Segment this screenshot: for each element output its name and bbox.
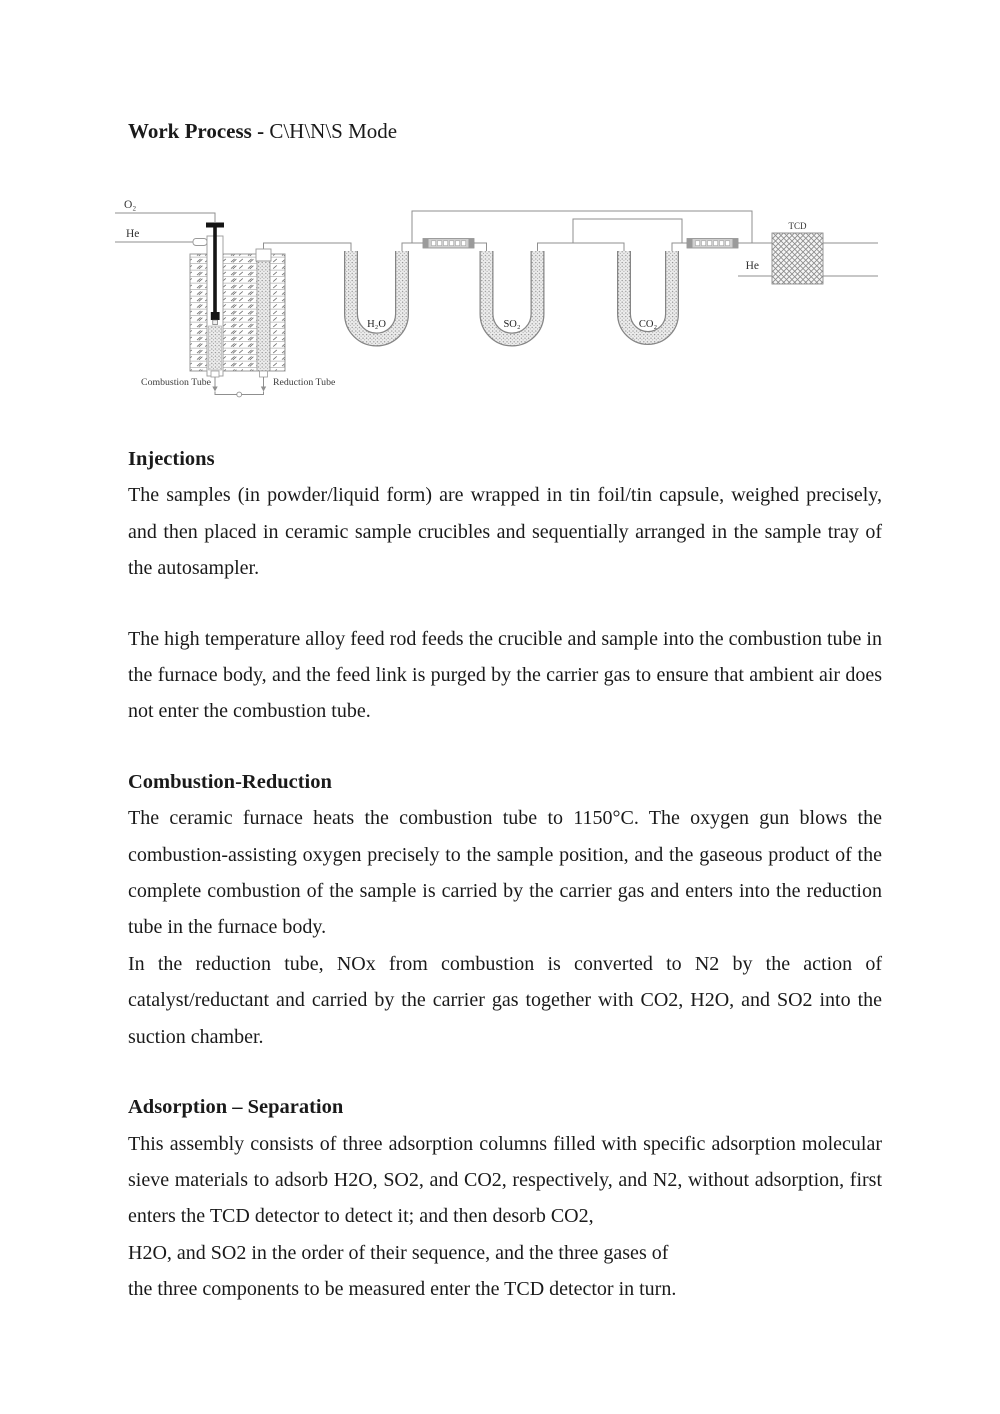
combustion-reduction-paragraph-1: The ceramic furnace heats the combustion tube to 1150°C. The oxygen gun blows the combustion-assisting oxygen precisely to the sample position, and the gaseous product of the complete combustion of the sample is carried by the carrier gas and enters into the reduction tube in the furnace body.: [128, 807, 882, 939]
work-process-diagram: [110, 186, 900, 401]
tcd-detector-box: [772, 233, 823, 284]
combustion-tube-packing: [209, 326, 222, 370]
adsorption-separation-line-3: the three components to be measured enter the TCD detector in turn.: [128, 1278, 677, 1301]
document-body: [128, 441, 882, 1308]
combustion-reduction-paragraph-2: In the reduction tube, NOx from combustion is converted to N2 by the action of catalyst/reductant and carried by the carrier gas together with CO2, H2O, and SO2 into the suction chamber.: [128, 952, 882, 1048]
page-title-mode: C\H\N\S Mode: [269, 119, 398, 143]
reduction-tube-label: Reduction Tube: [273, 377, 336, 388]
flow-restrictor-2: [687, 239, 738, 249]
injections-paragraph-1: The samples (in powder/liquid form) are wrapped in tin foil/tin capsule, weighed precisely, and then placed in ceramic sample crucibles and sequentially arranged in the sample tray of the autosampler.: [128, 484, 882, 580]
section-adsorption-separation: [128, 1089, 882, 1307]
tcd-output-lines: [823, 243, 878, 276]
adsorption-separation-line-2: H2O, and SO2 in the order of their sequence, and the three gases of: [128, 1241, 669, 1264]
h2o-trap-label: H₂O: [367, 319, 386, 330]
reduction-tube-outlet: [260, 371, 268, 377]
spacer: [128, 730, 882, 764]
combustion-tube-outlet: [211, 371, 219, 377]
suction-link: [212, 377, 266, 397]
spacer: [128, 1055, 882, 1089]
o2-label: O₂: [124, 199, 137, 211]
section-injections: [128, 441, 882, 730]
adsorption-separation-heading: Adsorption – Separation: [128, 1096, 344, 1119]
injections-paragraph-2: The high temperature alloy feed rod feeds the crucible and sample into the combustion tube in the furnace body, and the feed link is purged by the carrier gas to ensure that ambient air does not enter the combustion tube.: [128, 627, 882, 723]
page-title-bold: Work Process -: [128, 119, 270, 143]
combustion-reduction-heading: Combustion-Reduction: [128, 770, 332, 793]
co2-trap-label: CO₂: [638, 319, 658, 330]
reduction-tube-connector: [256, 249, 271, 261]
furnace-block: [190, 254, 285, 371]
spacer: [128, 587, 882, 621]
section-combustion-reduction: [128, 764, 882, 1055]
o2-line: [115, 213, 215, 222]
flow-restrictor-1: [423, 239, 474, 249]
chns-flow-diagram: [110, 186, 900, 401]
bypass-line-2: [573, 219, 682, 243]
page-title: [128, 116, 397, 146]
he-inlet-label: He: [126, 228, 140, 240]
tcd-label: TCD: [788, 221, 807, 231]
combustion-tube-label: Combustion Tube: [141, 377, 211, 388]
adsorption-separation-paragraph-1: This assembly consists of three adsorption columns filled with specific adsorption molecular sieve materials to adsorb H2O, SO2, and CO2, respectively, and N2, without adsorption, first enters the TCD detector to detect it; and then desorb CO2,: [128, 1132, 882, 1228]
reduction-tube: [257, 261, 270, 371]
injections-heading: Injections: [128, 448, 215, 470]
so2-trap-label: SO₂: [503, 319, 521, 330]
he-inlet-connector: [193, 239, 207, 246]
he-reference-label: He: [745, 260, 759, 272]
